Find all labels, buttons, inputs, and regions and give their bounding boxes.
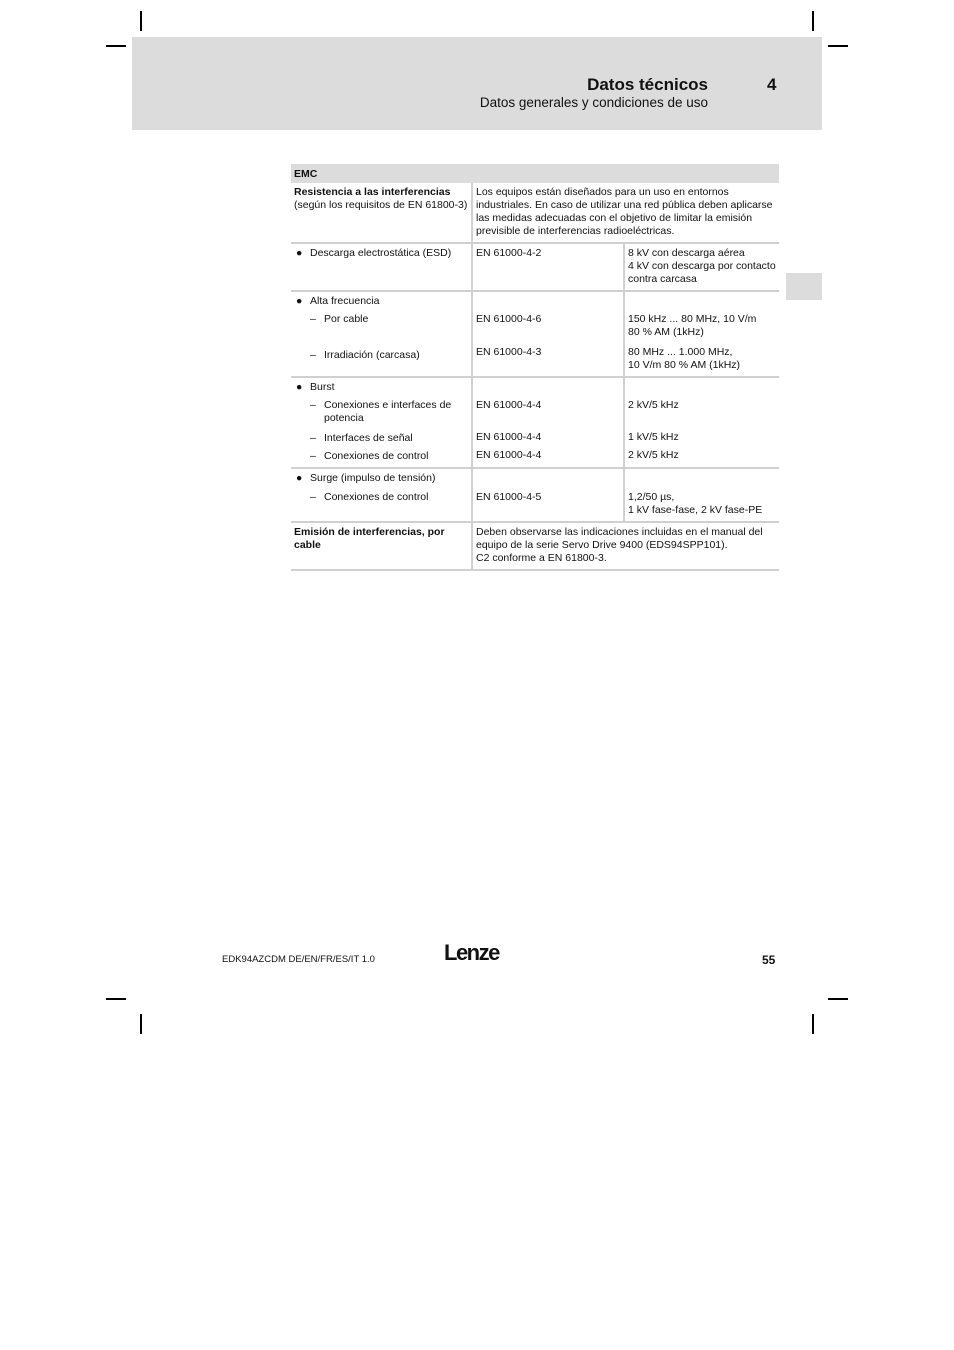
- surge-item-value: 1 kV fase-fase, 2 kV fase-PE: [628, 504, 763, 516]
- hf-item-standard: EN 61000-4-6: [476, 313, 542, 325]
- chapter-number: 4: [767, 75, 777, 94]
- list-item: [294, 472, 468, 485]
- immunity-description: Los equipos están diseñados para un uso en entornos industriales. En caso de utilizar una red pública deben aplicarse las medidas adecuadas con el objetivo de limitar la emisión previsible de interferencias radioeléctricas.: [472, 183, 779, 243]
- bullet-icon: ●: [296, 472, 303, 484]
- list-item: [294, 295, 468, 308]
- crop-mark: [828, 45, 848, 47]
- list-item: [294, 399, 468, 425]
- list-item: [294, 432, 468, 445]
- table-row-emission: [291, 522, 779, 570]
- dash-icon: –: [310, 450, 316, 462]
- list-item: [294, 491, 468, 504]
- dash-icon: –: [310, 491, 316, 503]
- list-item: [294, 381, 468, 394]
- section-title: EMC: [291, 164, 779, 183]
- burst-item-standard: EN 61000-4-4: [476, 449, 542, 461]
- table-row-burst: [291, 377, 779, 468]
- chapter-subtitle: Datos generales y condiciones de uso: [479, 95, 708, 110]
- header-band: [132, 37, 822, 130]
- table-row-esd: [291, 243, 779, 291]
- dash-icon: –: [310, 349, 316, 361]
- bullet-icon: ●: [296, 247, 303, 259]
- bullet-icon: ●: [296, 295, 303, 307]
- burst-item-standard: EN 61000-4-4: [476, 399, 542, 411]
- dash-icon: –: [310, 399, 316, 411]
- table-header-row: [291, 164, 779, 183]
- burst-item-label: Conexiones e interfaces de potencia: [324, 399, 452, 424]
- emission-text: Deben observarse las indicaciones incluidas en el manual del equipo de la serie Servo Drive 9400 (EDS94SPP101).: [476, 526, 763, 551]
- crop-mark: [812, 11, 814, 31]
- surge-item-standard: EN 61000-4-5: [476, 491, 542, 503]
- hf-item-label: Por cable: [324, 313, 369, 325]
- dash-icon: –: [310, 313, 316, 325]
- bullet-icon: ●: [296, 381, 303, 393]
- burst-item-label: Interfaces de señal: [324, 432, 413, 444]
- lenze-logo: Lenze: [444, 940, 499, 965]
- emission-label: Emisión de interferencias, por cable: [291, 522, 472, 570]
- surge-label: Surge (impulso de tensión): [310, 472, 436, 484]
- dash-icon: –: [310, 432, 316, 444]
- crop-mark: [106, 45, 126, 47]
- hf-item-standard: EN 61000-4-3: [476, 346, 542, 358]
- emission-text: C2 conforme a EN 61800-3.: [476, 552, 607, 564]
- hf-item-value: 10 V/m 80 % AM (1kHz): [628, 359, 741, 371]
- table-row-immunity: [291, 183, 779, 243]
- burst-label: Burst: [310, 381, 335, 393]
- list-item: [294, 349, 468, 362]
- immunity-label-cell: [291, 183, 472, 243]
- burst-item-label: Conexiones de control: [324, 450, 429, 462]
- crop-mark: [140, 11, 142, 31]
- list-item: [294, 313, 468, 326]
- table-row-hf: [291, 291, 779, 377]
- burst-item-value: 2 kV/5 kHz: [628, 449, 679, 461]
- chapter-side-tab: [786, 273, 822, 300]
- hf-item-label: Irradiación (carcasa): [324, 349, 420, 361]
- burst-item-value: 2 kV/5 kHz: [628, 399, 679, 411]
- table-row-surge: [291, 468, 779, 522]
- surge-item-label: Conexiones de control: [324, 491, 429, 503]
- immunity-note: (según los requisitos de EN 61800-3): [294, 199, 468, 211]
- footer-document-id: EDK94AZCDM DE/EN/FR/ES/IT 1.0: [222, 954, 375, 965]
- crop-mark: [828, 998, 848, 1000]
- immunity-label: Resistencia a las interferencias: [294, 186, 451, 198]
- chapter-title: Datos técnicos: [587, 75, 708, 94]
- hf-label: Alta frecuencia: [310, 295, 380, 307]
- emc-table: [291, 164, 779, 571]
- hf-item-value: 80 MHz ... 1.000 MHz,: [628, 346, 733, 358]
- hf-item-value: 150 kHz ... 80 MHz, 10 V/m: [628, 313, 757, 325]
- surge-item-value: 1,2/50 µs,: [628, 491, 675, 503]
- crop-mark: [140, 1014, 142, 1034]
- burst-item-value: 1 kV/5 kHz: [628, 431, 679, 443]
- esd-value: 4 kV con descarga por contacto contra carcasa: [628, 260, 776, 285]
- crop-mark: [106, 998, 126, 1000]
- esd-standard: EN 61000-4-2: [472, 243, 624, 291]
- burst-item-standard: EN 61000-4-4: [476, 431, 542, 443]
- esd-label: Descarga electrostática (ESD): [310, 247, 452, 259]
- hf-item-value: 80 % AM (1kHz): [628, 326, 704, 338]
- crop-mark: [812, 1014, 814, 1034]
- esd-value: 8 kV con descarga aérea: [628, 247, 745, 259]
- list-item: [294, 450, 468, 463]
- page-number: 55: [762, 953, 776, 967]
- list-item: [294, 247, 468, 260]
